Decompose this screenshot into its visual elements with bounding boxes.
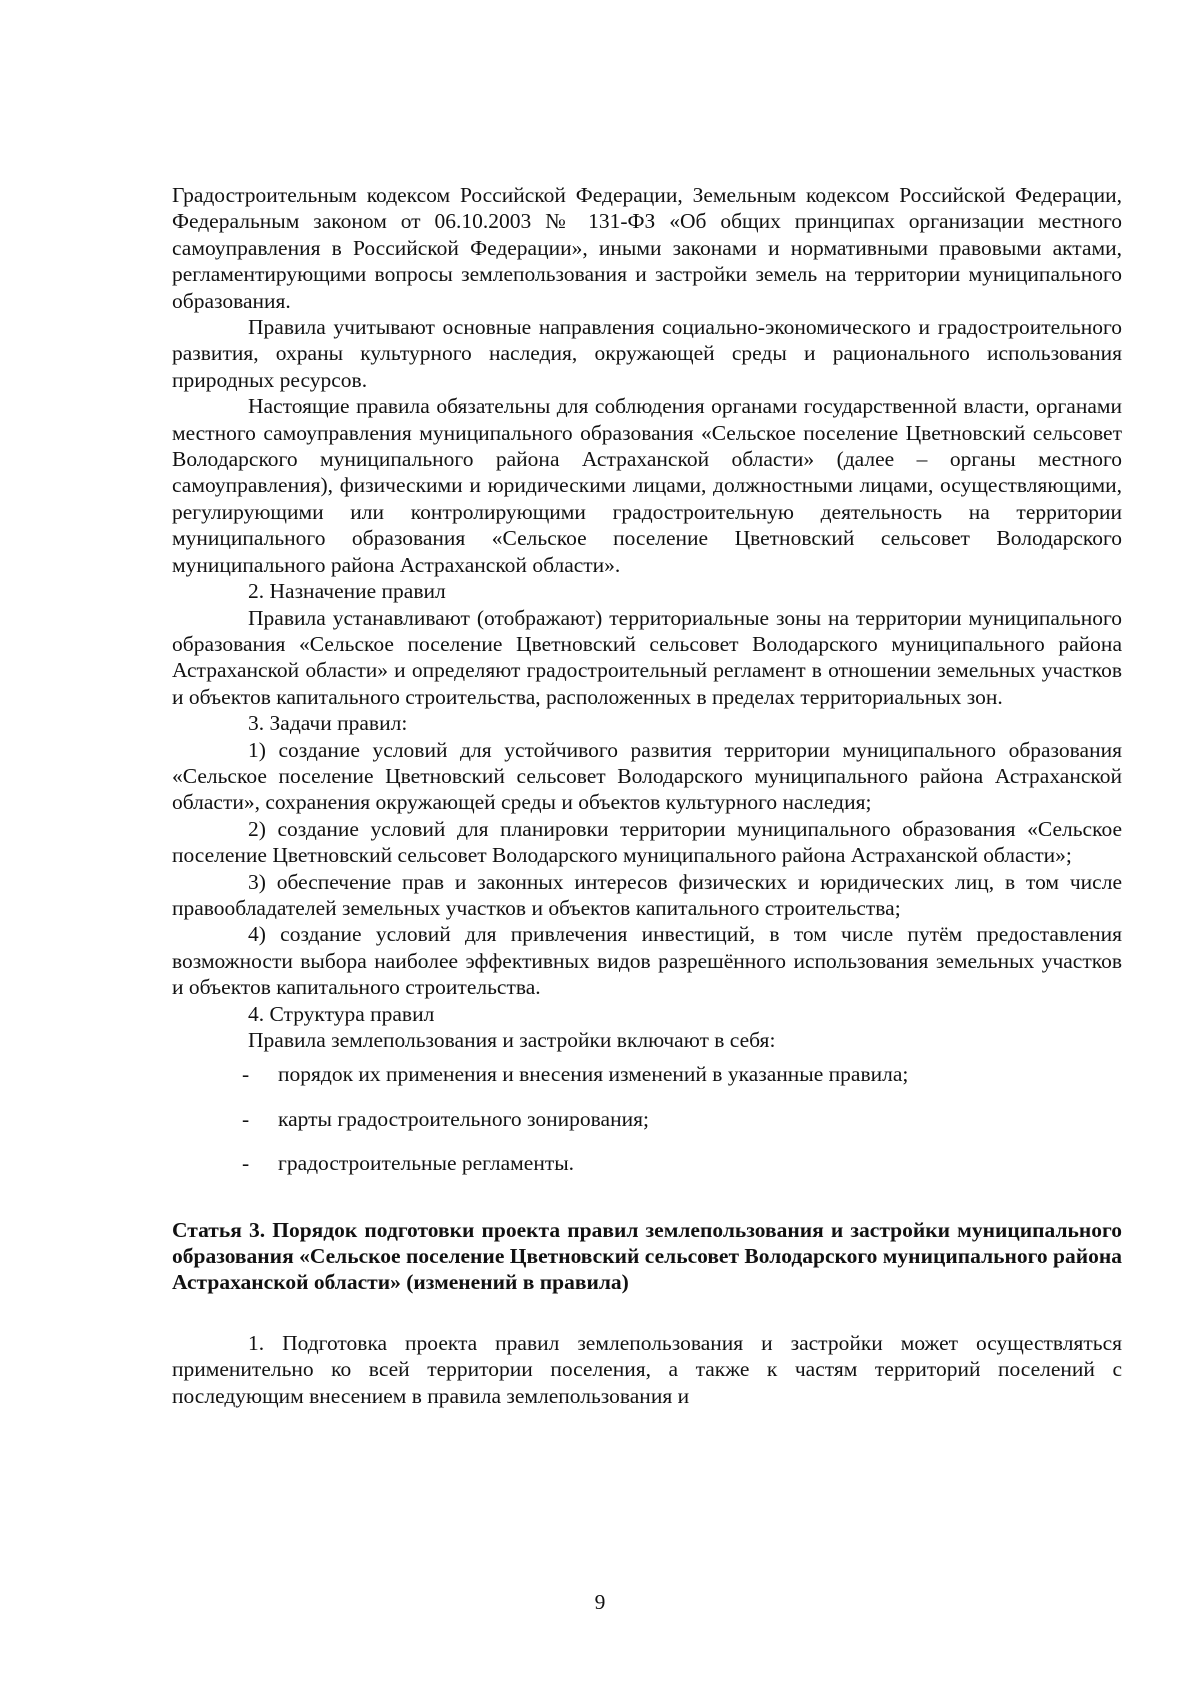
list-dash: - <box>242 1151 250 1176</box>
list-item <box>172 1061 1122 1087</box>
section-tasks-title: 3. Задачи правил: <box>248 711 408 736</box>
paragraph-principles: Правила учитывают основные направления социально-экономического и градостроительного развития, охраны культурного наследия, окружающей среды и рационального использования природных ресурсов. <box>172 315 1122 392</box>
list-dash: - <box>242 1106 250 1131</box>
document-page <box>172 182 1122 1409</box>
section-purpose-title: 2. Назначение правил <box>248 579 446 604</box>
task-item-1: 1) создание условий для устойчивого развития территории муниципального образования «Сельское поселение Цветновский сельсовет Володарского муниципального района Астраханской области», сохранения окружающей среды и объектов культурного наследия; <box>172 737 1122 815</box>
paragraph-structure-intro: Правила землепользования и застройки включают в себя: <box>248 1028 776 1052</box>
paragraph-purpose: Правила устанавливают (отображают) территориальные зоны на территории муниципального образования «Сельское поселение Цветновский сельсовет Володарского муниципального района Астраханской области» и определяют градостроительный регламент в отношении земельных участков и объектов капитального строительства, расположенных в пределах территориальных зон. <box>172 605 1122 709</box>
section-structure-title: 4. Структура правил <box>248 1001 435 1026</box>
structure-list <box>172 1061 1122 1176</box>
list-item-text: порядок их применения и внесения изменений в указанные правила; <box>278 1062 909 1087</box>
list-item-text: карты градостроительного зонирования; <box>278 1106 649 1131</box>
list-item-text: градостроительные регламенты. <box>278 1151 575 1176</box>
spacer <box>172 1296 1122 1330</box>
list-item <box>172 1106 1122 1132</box>
paragraph-intro: Градостроительным кодексом Российской Федерации, Земельным кодексом Российской Федерации, Федеральным законом от 06.10.2003 № 131-ФЗ «Об общих принципах организации местного самоуправления в Российской Федерации», иными законами и нормативными правовыми актами, регламентирующими вопросы землепользования и застройки земель на территории муниципального образования. <box>172 183 1122 313</box>
task-item-2: 2) создание условий для планировки территории муниципального образования «Сельское поселение Цветновский сельсовет Володарского муниципального района Астраханской области»; <box>172 816 1122 868</box>
page-number: 9 <box>594 1590 606 1614</box>
task-item-4: 4) создание условий для привлечения инвестиций, в том числе путём предоставления возможности выбора наиболее эффективных видов разрешённого использования земельных участков и объектов капитального строительства. <box>172 922 1122 1000</box>
list-item <box>172 1150 1122 1176</box>
paragraph-obligations: Настоящие правила обязательны для соблюдения органами государственной власти, органами местного самоуправления муниципального образования «Сельское поселение Цветновский сельсовет Володарского муниципального района Астраханской области» (далее – органы местного самоуправления), физическими и юридическими лицами, должностными лицами, осуществляющими, регулирующими или контролирующими градостроительную деятельность на территории муниципального образования «Сельское поселение Цветновский сельсовет Володарского муниципального района Астраханской области». <box>172 394 1122 577</box>
task-item-3: 3) обеспечение прав и законных интересов физических и юридических лиц, в том числе правообладателей земельных участков и объектов капитального строительства; <box>172 869 1122 920</box>
list-dash: - <box>242 1062 250 1087</box>
paragraph-article3-item1: 1. Подготовка проекта правил землепользования и застройки может осуществляться применительно ко всей территории поселения, а также к частям территорий поселений с последующим внесением в правила землепользования и <box>172 1330 1122 1408</box>
article-heading: Статья 3. Порядок подготовки проекта правил землепользования и застройки муниципального образования «Сельское поселение Цветновский сельсовет Володарского муниципального района Астраханской области» (изменений в правила) <box>172 1217 1122 1295</box>
